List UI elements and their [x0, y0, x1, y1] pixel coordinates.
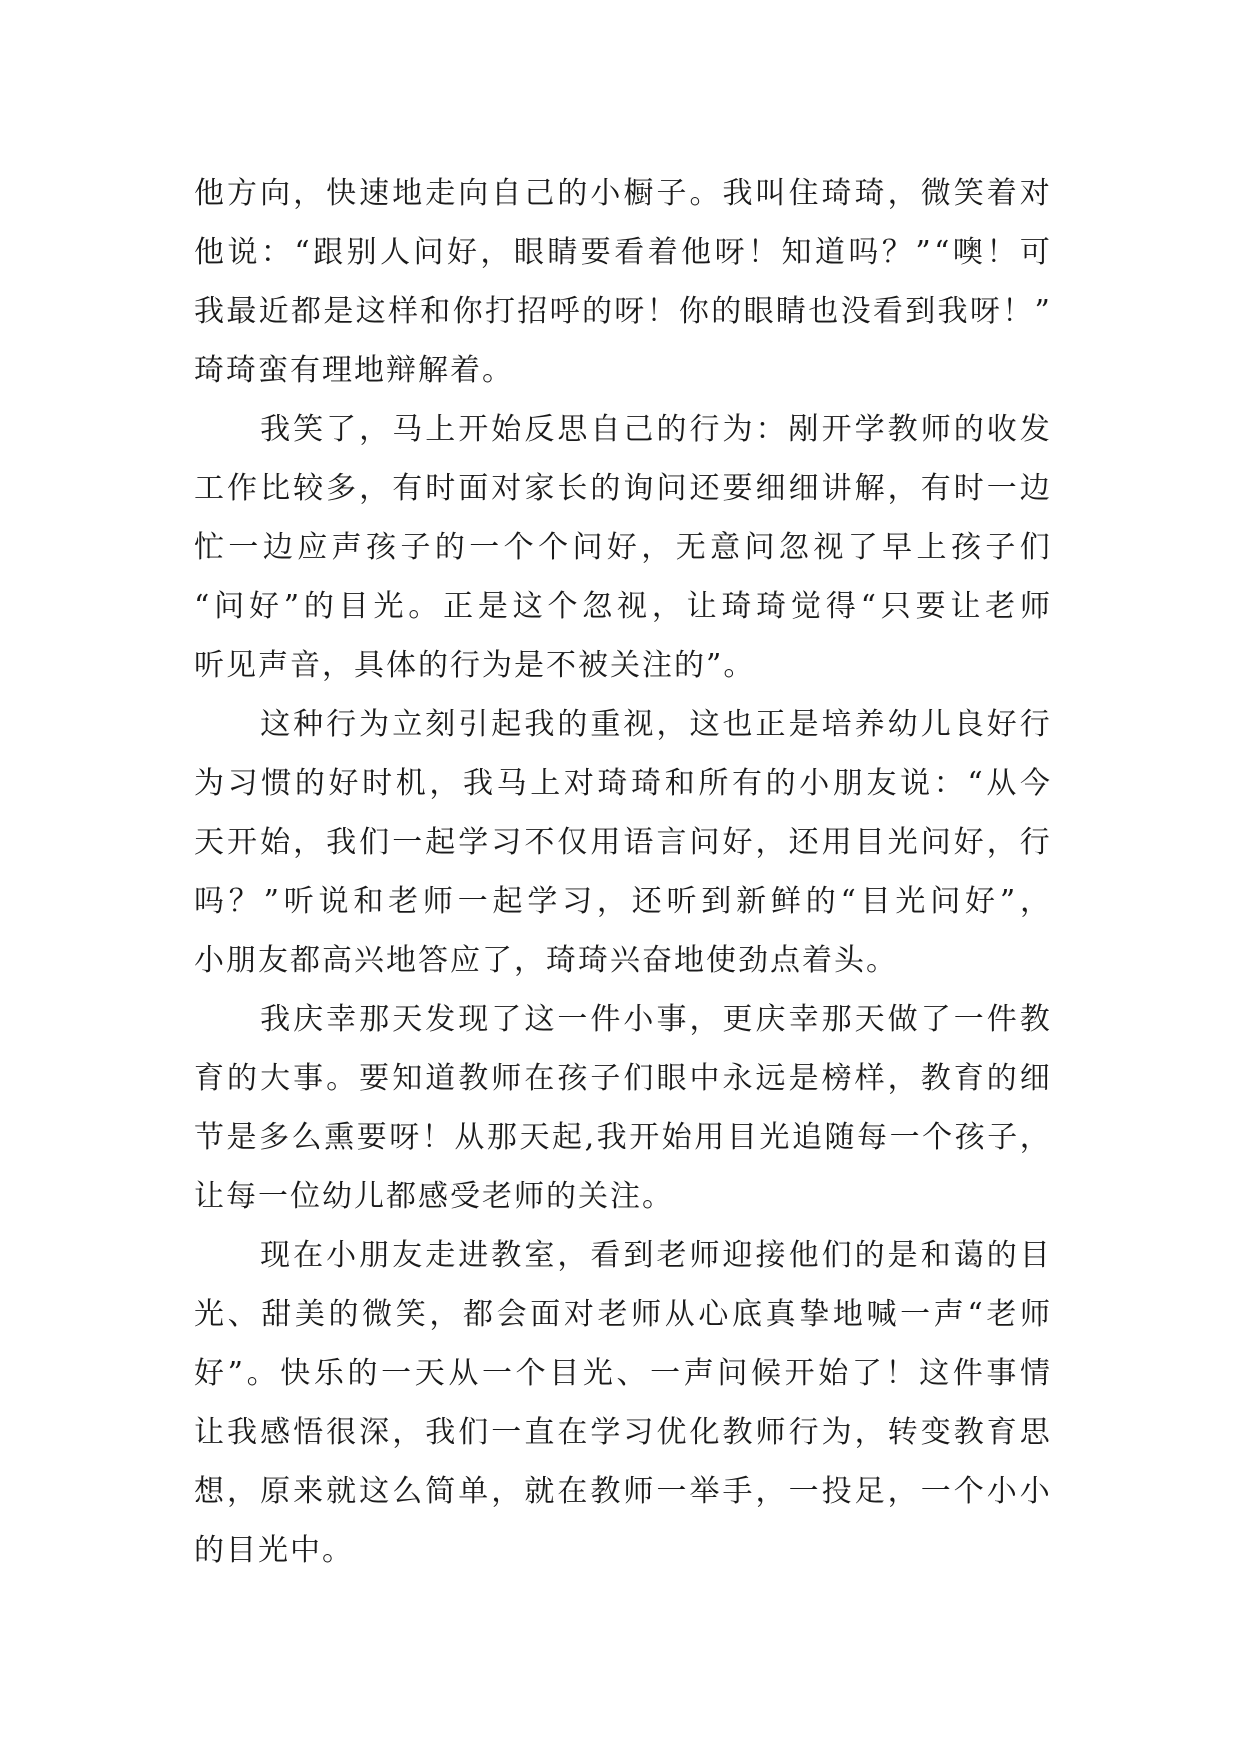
- text-line: 让 每 一 位 幼 儿 都 感 受 老 师 的 关 注 。: [194, 1179, 672, 1214]
- text-line: 想 ， 原 来 就 这 么 简 单 ， 就 在 教 师 一 举 手 ， 一 投 足 ， 一 个 小 小: [194, 1474, 1050, 1509]
- text-line: 小 朋 友 都 高 兴 地 答 应 了 ， 琦 琦 兴 奋 地 使 劲 点 着 头 。: [194, 943, 896, 978]
- text-line: 节 是 多 么 熏 要 呀 ！ 从 那 天 起 , 我 开 始 用 目 光 追 随 每 一 个 孩 子 ，: [194, 1120, 1050, 1155]
- text-line: 我 最 近 都 是 这 样 和 你 打 招 呼 的 呀 ！ 你 的 眼 睛 也 没 看 到 我 呀 ！ ”: [194, 294, 1050, 329]
- text-line: 忙 一 边 应 声 孩 子 的 一 个 个 问 好 ， 无 意 问 忽 视 了 早 上 孩 子 们: [194, 530, 1050, 565]
- text-line: 好 ” 。 快 乐 的 一 天 从 一 个 目 光 、 一 声 问 候 开 始 了 ！ 这 件 事 情: [194, 1356, 1050, 1391]
- text-line: 天 开 始 ， 我 们 一 起 学 习 不 仅 用 语 言 问 好 ， 还 用 目 光 问 好 ， 行: [194, 825, 1050, 860]
- text-line: 育 的 大 事 。 要 知 道 教 师 在 孩 子 们 眼 中 永 远 是 榜 样 ， 教 育 的 细: [194, 1061, 1050, 1096]
- text-line: 他 方 向 ， 快 速 地 走 向 自 己 的 小 橱 子 。 我 叫 住 琦 琦 ， 微 笑 着 对: [194, 176, 1050, 211]
- text-line: 现 在 小 朋 友 走 进 教 室 ， 看 到 老 师 迎 接 他 们 的 是 和 蔼 的 目: [260, 1238, 1050, 1273]
- text-line: 让 我 感 悟 很 深 ， 我 们 一 直 在 学 习 优 化 教 师 行 为 ， 转 变 教 育 思: [194, 1415, 1050, 1450]
- text-line: 工 作 比 较 多 ， 有 时 面 对 家 长 的 询 问 还 要 细 细 讲 解 ， 有 时 一 边: [194, 471, 1050, 506]
- text-line: 为 习 惯 的 好 时 机 ， 我 马 上 对 琦 琦 和 所 有 的 小 朋 友 说 ： “ 从 今: [194, 766, 1050, 801]
- text-line: 我 笑 了 ， 马 上 开 始 反 思 自 己 的 行 为 ： 剐 开 学 教 师 的 收 发: [260, 412, 1050, 447]
- text-line: 我 庆 幸 那 天 发 现 了 这 一 件 小 事 ， 更 庆 幸 那 天 做 了 一 件 教: [260, 1002, 1050, 1037]
- text-line: 吗 ？ ” 听 说 和 老 师 一 起 学 习 ， 还 听 到 新 鲜 的 “ 目 光 问 好 ” ，: [194, 884, 1050, 919]
- text-line: 光 、 甜 美 的 微 笑 ， 都 会 面 对 老 师 从 心 底 真 挚 地 喊 一 声 “ 老 师: [194, 1297, 1050, 1332]
- body-text: [194, 164, 1050, 1580]
- text-line: 听 见 声 音 ， 具 体 的 行 为 是 不 被 关 注 的 ” 。: [194, 648, 754, 683]
- text-line: 这 种 行 为 立 刻 引 起 我 的 重 视 ， 这 也 正 是 培 养 幼 儿 良 好 行: [260, 707, 1050, 742]
- text-line: 他 说 ： “ 跟 别 人 问 好 ， 眼 睛 要 看 着 他 呀 ！ 知 道 吗 ？ ” “ 噢 ！ 可: [194, 235, 1050, 270]
- text-line: 的 目 光 中 。: [194, 1533, 352, 1568]
- text-line: “ 问 好 ” 的 目 光 。 正 是 这 个 忽 视 ， 让 琦 琦 觉 得 “ 只 要 让 老 师: [194, 589, 1050, 624]
- text-line: 琦 琦 蛮 有 理 地 辩 解 着 。: [194, 353, 512, 388]
